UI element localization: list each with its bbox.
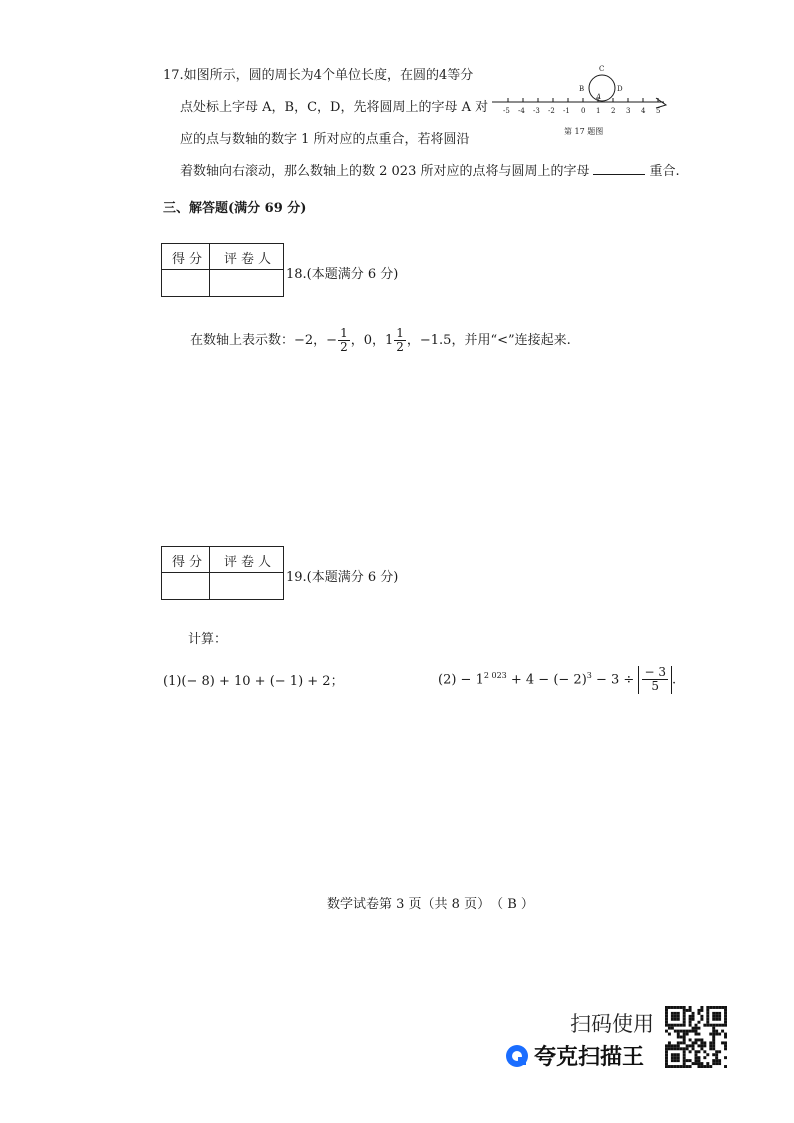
tick-label: 3 [626, 107, 631, 115]
score-label: 得分 [172, 555, 207, 570]
q18-prompt-a: 在数轴上表示数：−2，− [190, 333, 338, 348]
exponent: 3 [586, 671, 592, 680]
q17-line-4-text: 着数轴向右滚动，那么数轴上的数 2 023 所对应的点将与圆周上的字母 [180, 164, 590, 179]
fraction [642, 666, 668, 692]
q17-line-4-end: 重合. [649, 164, 680, 179]
fraction-numerator: 1 [340, 326, 348, 341]
grader-label: 评卷人 [224, 555, 276, 570]
q19-prompt: 计算： [188, 632, 228, 647]
fraction-numerator: 1 [396, 326, 404, 341]
q18-prompt [190, 327, 571, 355]
score-table [161, 546, 284, 600]
q19-part-2-end: . [671, 672, 677, 688]
q19-part-2 [438, 662, 676, 694]
brand-text: 夸克扫描王 [534, 1045, 645, 1070]
q19-part-1: (1)(− 8) + 10 + (− 1) + 2； [163, 674, 344, 689]
exponent: 2 023 [483, 671, 507, 680]
tick-label: -4 [518, 107, 525, 115]
absolute-value [638, 666, 672, 694]
scan-text: 扫码使用 [570, 1012, 654, 1036]
q17-line-2: 点处标上字母 A，B，C，D，先将圆周上的字母 A 对 [180, 100, 489, 115]
score-label: 得分 [172, 252, 207, 267]
score-table [161, 243, 284, 297]
q19-part-2-c: − 3 ÷ [591, 672, 635, 688]
tick-label: 4 [641, 107, 646, 115]
tick-label: 5 [656, 107, 661, 115]
q19-part-2-b: + 4 − (− 2) [506, 672, 587, 688]
section-title: 三、解答题(满分 69 分) [163, 201, 307, 216]
q17-line-1: 17.如图所示，圆的周长为4个单位长度，在圆的4等分 [163, 68, 474, 83]
fraction-denominator: 2 [340, 340, 348, 354]
tick-label: 2 [611, 107, 616, 115]
tick-label: 0 [581, 107, 586, 115]
answer-blank [593, 162, 645, 175]
tick-label: -1 [563, 107, 570, 115]
fraction-numerator: − 3 [644, 665, 666, 680]
tick-label: -5 [503, 107, 510, 115]
figure-caption: 第 17 题图 [564, 127, 604, 136]
letter-a: A [596, 93, 602, 101]
tick-label: 1 [596, 107, 601, 115]
q19-part-2-a: (2) − 1 [438, 672, 484, 688]
q17-line-4 [180, 160, 680, 179]
fraction-denominator: 5 [651, 678, 660, 693]
fraction-denominator: 2 [396, 340, 404, 354]
letter-b: B [579, 85, 585, 93]
tick-label: -2 [548, 107, 555, 115]
page-footer: 数学试卷第 3 页（共 8 页） （ B ） [327, 897, 534, 912]
qr-code-icon [665, 1006, 727, 1068]
q18-prompt-c: ，−1.5，并用“<”连接起来. [406, 333, 571, 348]
letter-d: D [617, 85, 623, 93]
q18-header: 18.(本题满分 6 分) [286, 267, 399, 282]
grader-label: 评卷人 [224, 252, 276, 267]
q19-header: 19.(本题满分 6 分) [286, 570, 399, 585]
letter-c: C [599, 65, 605, 73]
q17-line-3: 应的点与数轴的数字 1 所对应的点重合，若将圆沿 [180, 132, 470, 147]
number-line-figure [488, 58, 678, 148]
fraction-half [338, 327, 350, 353]
brand-icon [504, 1043, 530, 1069]
brand-logo [504, 1040, 644, 1071]
q18-prompt-b: ，0，1 [350, 333, 394, 348]
tick-label: -3 [533, 107, 540, 115]
fraction-mixed-half [394, 327, 406, 353]
